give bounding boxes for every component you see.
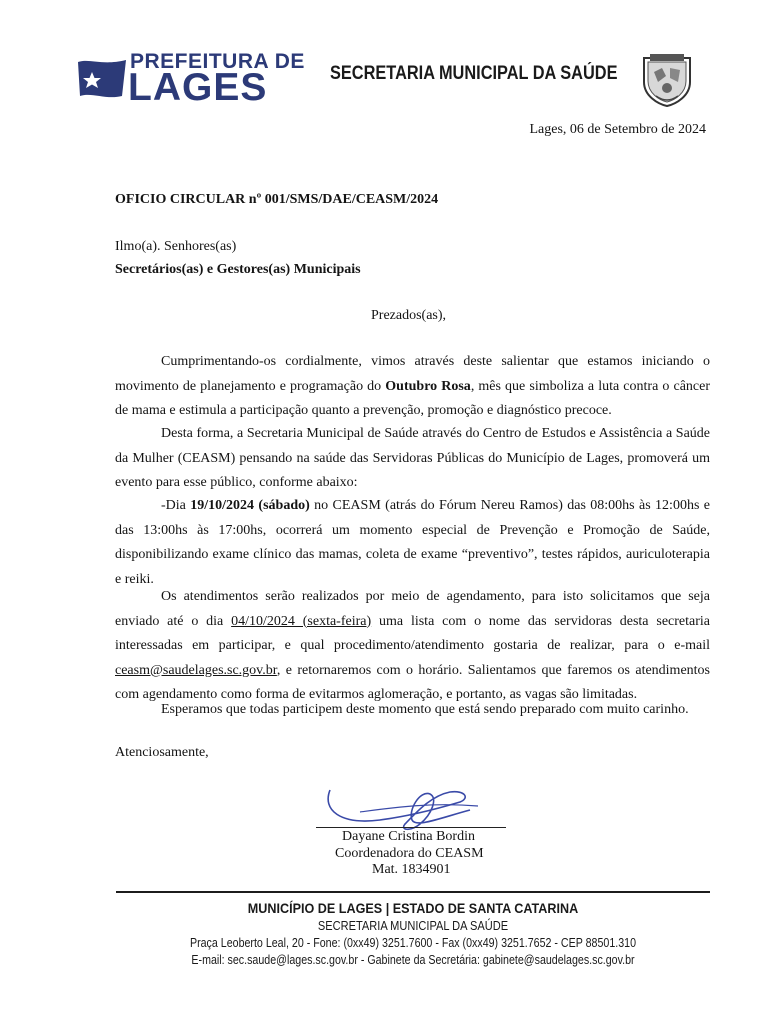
closing: Atenciosamente, bbox=[115, 745, 209, 760]
footer-divider bbox=[116, 891, 710, 893]
paragraph-1: Cumprimentando-os cordialmente, vimos através deste salientar que estamos iniciando o movimento de planejamento e programação do Outubro Rosa, mês que simboliza a luta contra o câncer de mama e estimula a participação quanto a prevenção, promoção e diagnóstico precoce. bbox=[115, 354, 711, 418]
paragraph-3: -Dia 19/10/2024 (sábado) no CEASM (atrás do Fórum Nereu Ramos) das 08:00hs às 12:00hs e das 13:00hs às 17:00hs, ocorrerá um momento especial de Prevenção e Promoção de Saúde, disponibilizando exame clínico das mamas, coleta de exame “preventivo”, testes rápidos, auriculoterapia e reiki. bbox=[115, 498, 710, 587]
addressee-line2: Secretários(as) e Gestores(as) Municipais bbox=[115, 262, 361, 277]
signature-line bbox=[316, 827, 506, 828]
footer-email: E-mail: sec.saude@lages.sc.gov.br - Gabinete da Secretária: gabinete@saudelages.sc.gov.br bbox=[191, 952, 635, 967]
footer-address: Praça Leoberto Leal, 20 - Fone: (0xx49) 3251.7600 - Fax (0xx49) 3251.7652 - CEP 88501.310 bbox=[189, 935, 637, 950]
signatory-registration: Mat. 1834901 bbox=[372, 862, 451, 877]
paragraph-5: Esperamos que todas participem deste momento que está sendo preparado com muito carinho. bbox=[161, 702, 689, 717]
logo-text-prefeitura: PREFEITURA DE bbox=[130, 50, 305, 73]
header-title: SECRETARIA MUNICIPAL DA SAÚDE bbox=[330, 63, 618, 84]
logo-text-lages: LAGES bbox=[128, 66, 268, 109]
signatory-role: Coordenadora do CEASM bbox=[335, 846, 484, 861]
paragraph-4: Os atendimentos serão realizados por meio de agendamento, para isto solicitamos que seja enviado até o dia 04/10/2024 (sexta-feira) uma lista com o nome das servidoras desta secretaria interessadas em participar, e qual procedimento/atendimento gostaria de realizar, para o e-mail ceasm@saudelages.sc.gov.br, e retornaremos com o horário. Salientamos que faremos os atendimentos com agendamento como forma de evitarmos aglomeração, e portanto, as vagas são limitadas. bbox=[115, 589, 710, 702]
document-date: Lages, 06 de Setembro de 2024 bbox=[529, 122, 706, 137]
coat-of-arms-icon bbox=[636, 48, 698, 110]
addressee-line1: Ilmo(a). Senhores(as) bbox=[115, 239, 237, 254]
flag-star-icon bbox=[76, 56, 128, 100]
email-link[interactable]: ceasm@saudelages.sc.gov.br bbox=[115, 662, 277, 678]
document-reference: OFICIO CIRCULAR nº 001/SMS/DAE/CEASM/2024 bbox=[115, 192, 439, 207]
paragraph-2: Desta forma, a Secretaria Municipal de Saúde através do Centro de Estudos e Assistência a Saúde da Mulher (CEASM) pensando na saúde das Servidoras Públicas do Município de Lages, promoverá um evento para esse público, conforme abaixo: bbox=[115, 426, 710, 490]
signatory-name: Dayane Cristina Bordin bbox=[342, 829, 475, 844]
footer-secretariat: SECRETARIA MUNICIPAL DA SAÚDE bbox=[317, 918, 509, 933]
footer-municipality: MUNICÍPIO DE LAGES | ESTADO DE SANTA CATARINA bbox=[247, 900, 579, 916]
greeting: Prezados(as), bbox=[371, 308, 447, 323]
